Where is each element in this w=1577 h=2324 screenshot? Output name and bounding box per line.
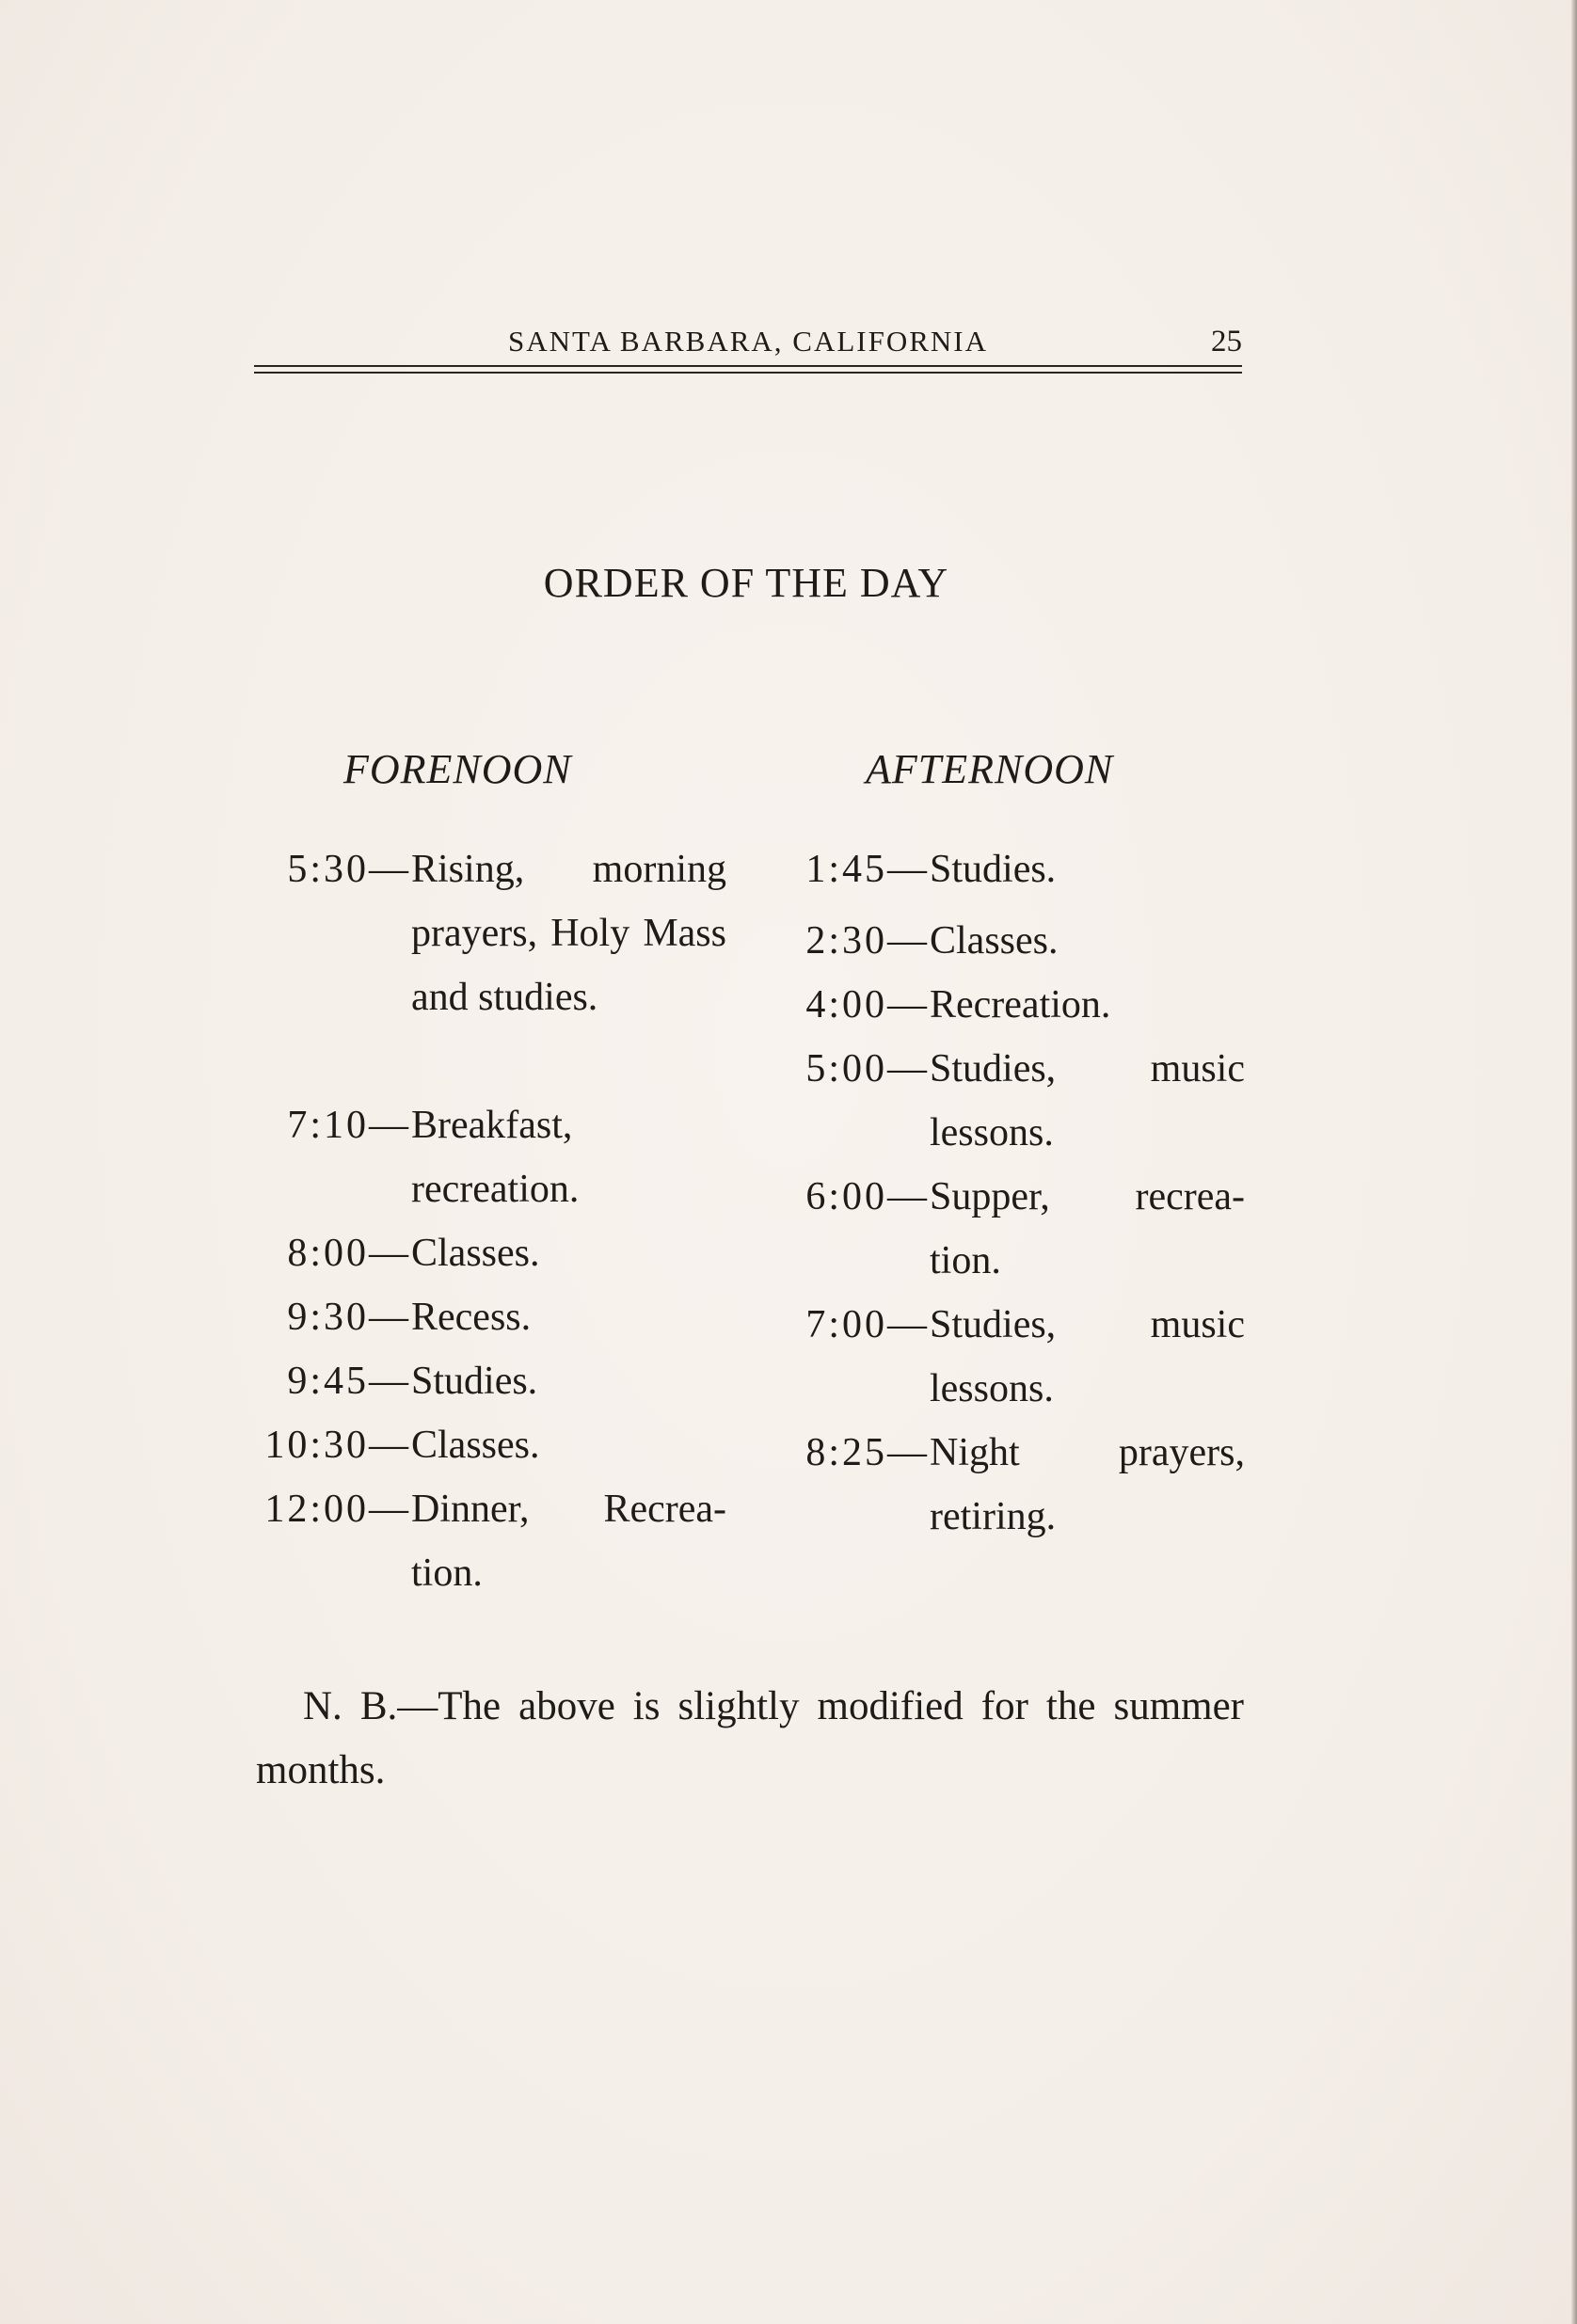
entry-description: Classes.: [411, 1424, 540, 1467]
running-head: SANTA BARBARA, CALIFORNIA: [508, 325, 988, 358]
entry-description: Studies, music lessons.: [930, 1303, 1245, 1410]
entry-description: Studies.: [930, 848, 1057, 891]
footnote: N. B.—The above is slightly modified for the summer months.: [256, 1684, 1244, 1792]
entry-time: 1:45—: [805, 848, 930, 891]
page-number: 25: [1211, 325, 1242, 358]
entry-time: 4:00—: [805, 983, 930, 1027]
entry-description: Night prayers, retiring.: [930, 1431, 1245, 1538]
page-edge: [1571, 0, 1577, 2324]
entry-time: 9:30—: [287, 1296, 411, 1339]
entry-time: 7:00—: [805, 1303, 930, 1346]
entry-time: 10:30—: [264, 1424, 411, 1467]
forenoon-heading: FORENOON: [343, 746, 572, 792]
afternoon-entry-2: [0, 973, 1577, 1027]
entry-time: 8:25—: [805, 1431, 930, 1474]
entry-time: 5:00—: [805, 1047, 930, 1090]
page-title: ORDER OF THE DAY: [543, 560, 949, 606]
entry-description: Recreation.: [930, 983, 1111, 1027]
entry-time: 9:45—: [287, 1360, 411, 1403]
entry-description: Breakfast, recreation.: [411, 1104, 580, 1211]
entry-time: 12:00—: [264, 1488, 411, 1531]
entry-time: 6:00—: [805, 1175, 930, 1218]
entry-description: Studies.: [411, 1360, 538, 1403]
header-rule: [254, 365, 1242, 374]
entry-description: Supper, recrea- tion.: [930, 1175, 1245, 1282]
entry-time: 8:00—: [287, 1232, 411, 1275]
entry-time: 5:30—: [287, 848, 411, 891]
afternoon-entry-1: [0, 909, 1577, 963]
entry-time: 7:10—: [287, 1104, 411, 1147]
entry-description: Recess.: [411, 1296, 532, 1339]
entry-description: Studies, music lessons.: [930, 1047, 1245, 1154]
entry-time: 2:30—: [805, 919, 930, 963]
entry-description: Classes.: [411, 1232, 540, 1275]
entry-description: Dinner, Recrea- tion.: [411, 1488, 726, 1595]
entry-description: Rising, morning prayers, Holy Mass and studies.: [411, 848, 726, 1019]
afternoon-heading: AFTERNOON: [866, 746, 1114, 792]
entry-description: Classes.: [930, 919, 1059, 963]
